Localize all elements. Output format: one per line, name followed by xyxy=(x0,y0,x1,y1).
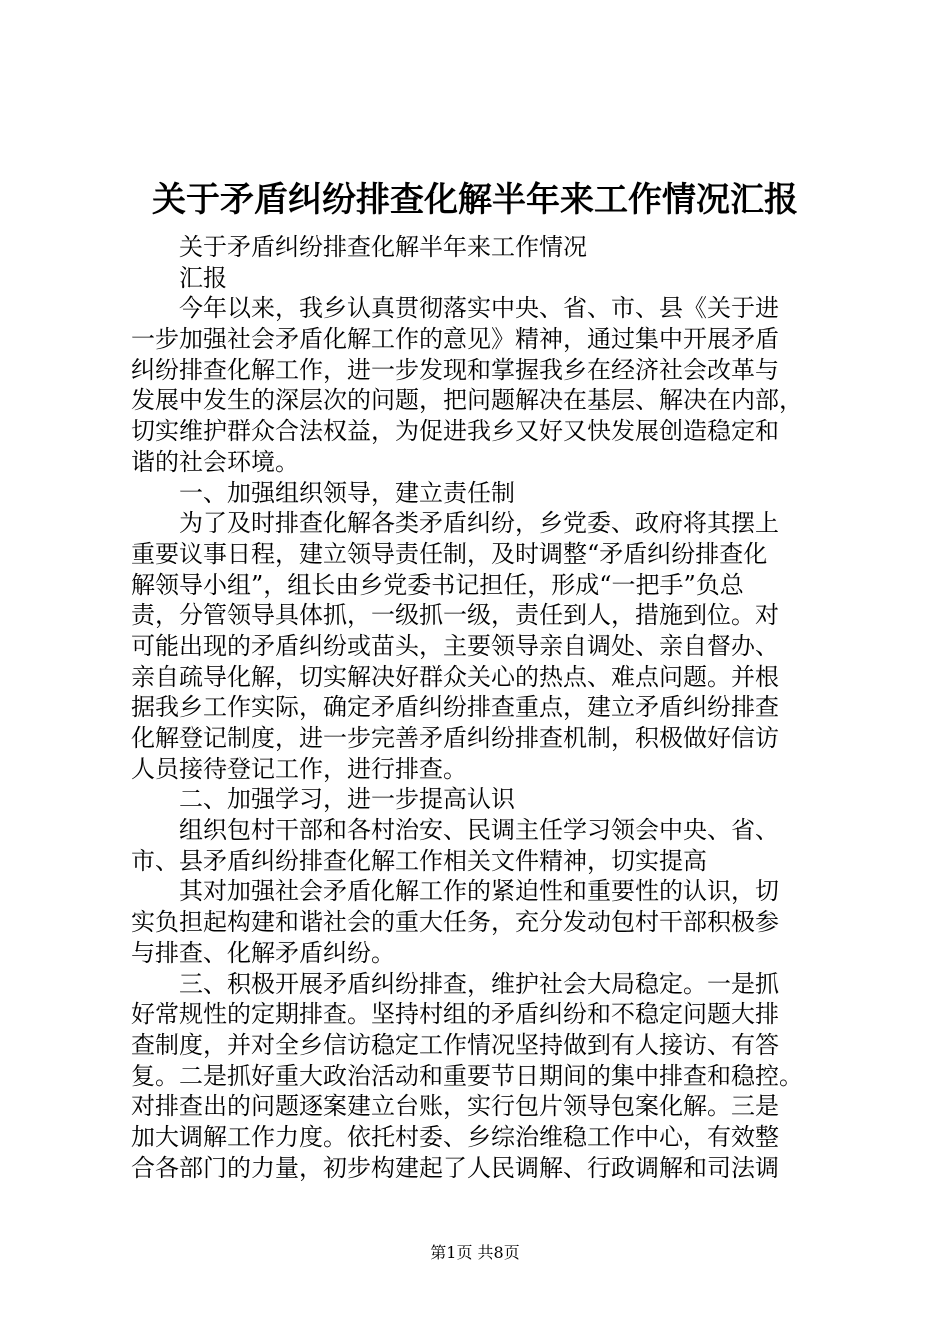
body-line: 组织包村干部和各村治安、民调主任学习领会中央、省、 xyxy=(179,816,779,845)
body-line: 重要议事日程，建立领导责任制，及时调整“矛盾纠纷排查化 xyxy=(131,539,768,568)
body-line: 责，分管领导具体抓，一级抓一级，责任到人，措施到位。对 xyxy=(131,601,779,630)
body-line: 合各部门的力量，初步构建起了人民调解、行政调解和司法调 xyxy=(131,1153,779,1182)
body-line: 可能出现的矛盾纠纷或苗头，主要领导亲自调处、亲自督办、 xyxy=(131,631,779,660)
document-body xyxy=(131,232,831,1183)
body-line: 汇报 xyxy=(179,263,227,292)
body-line: 其对加强社会矛盾化解工作的紧迫性和重要性的认识，切 xyxy=(179,877,779,906)
body-line: 纠纷排查化解工作，进一步发现和掌握我乡在经济社会改革与 xyxy=(131,355,779,384)
body-line: 解领导小组”，组长由乡党委书记担任，形成“一把手”负总 xyxy=(131,570,744,599)
page-footer: 第1页 共8页 xyxy=(430,1243,520,1262)
body-line: 为了及时排查化解各类矛盾纠纷，乡党委、政府将其摆上 xyxy=(179,509,779,538)
section-heading: 一、加强组织领导，建立责任制 xyxy=(179,478,515,507)
body-line: 人员接待登记工作，进行排查。 xyxy=(131,754,467,783)
body-line: 市、县矛盾纠纷排查化解工作相关文件精神，切实提高 xyxy=(131,846,707,875)
body-line: 对排查出的问题逐案建立台账，实行包片领导包案化解。三是 xyxy=(131,1092,779,1121)
body-line: 切实维护群众合法权益，为促进我乡又好又快发展创造稳定和 xyxy=(131,417,779,446)
section-heading: 二、加强学习，进一步提高认识 xyxy=(179,785,515,814)
body-line: 与排查、化解矛盾纠纷。 xyxy=(131,938,395,967)
body-line: 据我乡工作实际，确定矛盾纠纷排查重点，建立矛盾纠纷排查 xyxy=(131,693,779,722)
body-line: 化解登记制度，进一步完善矛盾纠纷排查机制，积极做好信访 xyxy=(131,724,779,752)
document-title: 关于矛盾纠纷排查化解半年来工作情况汇报 xyxy=(152,180,798,220)
body-line: 好常规性的定期排查。坚持村组的矛盾纠纷和不稳定问题大排 xyxy=(131,1000,779,1029)
body-line: 加大调解工作力度。依托村委、乡综治维稳工作中心，有效整 xyxy=(131,1122,779,1151)
body-line: 复。二是抓好重大政治活动和重要节日期间的集中排查和稳控。 xyxy=(131,1061,803,1090)
body-line: 谐的社会环境。 xyxy=(131,447,299,476)
body-line: 发展中发生的深层次的问题，把问题解决在基层、解决在内部， xyxy=(131,386,803,415)
body-line: 今年以来，我乡认真贯彻落实中央、省、市、县《关于进 xyxy=(179,294,779,323)
body-line: 一步加强社会矛盾化解工作的意见》精神，通过集中开展矛盾 xyxy=(131,325,779,354)
section-heading: 三、积极开展矛盾纠纷排查，维护社会大局稳定。一是抓 xyxy=(179,969,779,998)
body-line: 查制度，并对全乡信访稳定工作情况坚持做到有人接访、有答 xyxy=(131,1030,779,1059)
body-line: 实负担起构建和谐社会的重大任务，充分发动包村干部积极参 xyxy=(131,908,779,937)
body-line: 亲自疏导化解，切实解决好群众关心的热点、难点问题。并根 xyxy=(131,662,779,691)
body-line: 关于矛盾纠纷排查化解半年来工作情况 xyxy=(179,233,587,261)
